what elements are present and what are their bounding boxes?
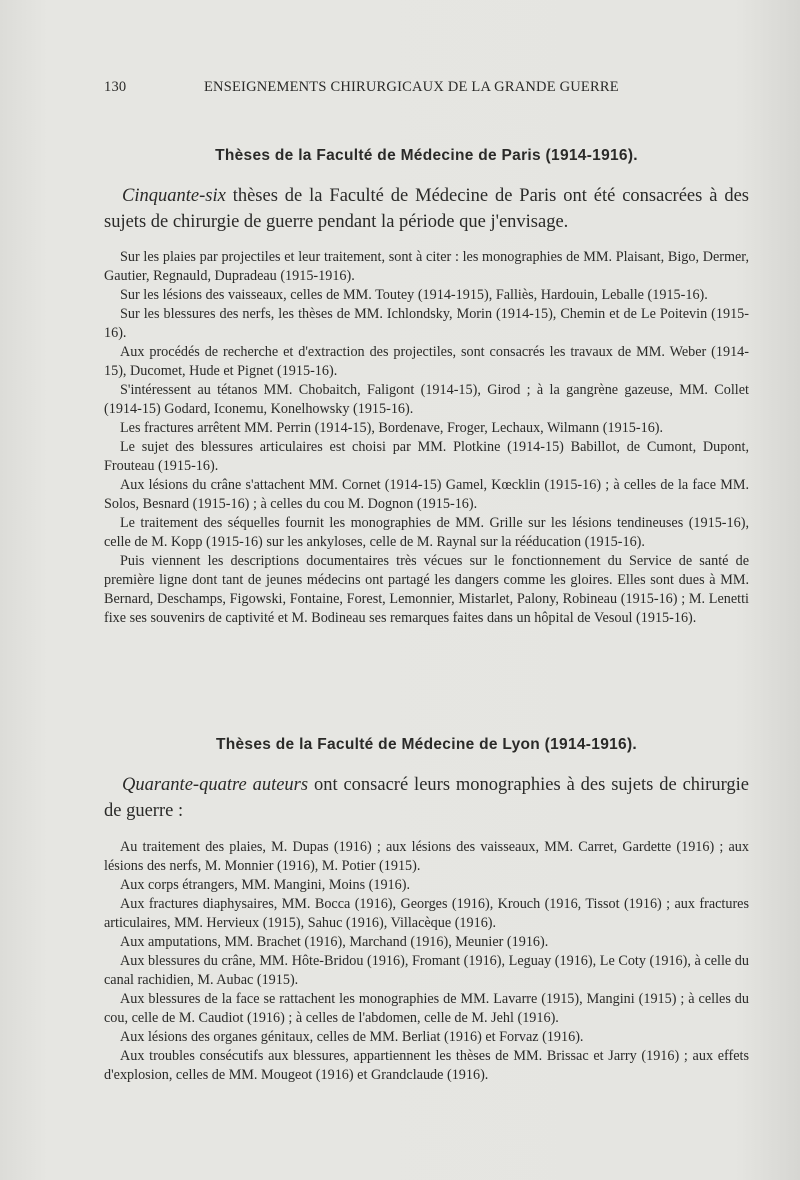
section-title: Thèses de la Faculté de Médecine de Lyon (1914-1916). [215,736,638,753]
page-number: 130 [104,79,127,95]
running-header [104,79,749,99]
paragraph: Aux lésions des organes génitaux, celles de MM. Berliat (1916) et Forvaz (1916). [120,1029,584,1045]
lead-emphasis: Quarante-quatre auteurs [122,775,309,795]
paragraph: S'intéressent au tétanos MM. Chobaitch, Faligont (1914-15), Girod ; à la gangrène gazeuse, MM. Collet (1914-15) Godard, Iconemu, Konelhowsky (1915-16). [104,382,749,417]
paragraph: Le sujet des blessures articulaires est choisi par MM. Plotkine (1914-15) Babillot, de Cumont, Dupont, Frouteau (1915-16). [104,439,749,474]
paragraph: Aux blessures du crâne, MM. Hôte-Bridou (1916), Fromant (1916), Leguay (1916), Le Coty (1916), à celle du canal rachidien, M. Aubac (1915). [104,953,749,988]
running-title: ENSEIGNEMENTS CHIRURGICAUX DE LA GRANDE GUERRE [204,79,619,95]
paragraph: Au traitement des plaies, M. Dupas (1916) ; aux lésions des vaisseaux, MM. Carret, Gardette (1916) ; aux lésions des nerfs, M. Monnier (1916), M. Potier (1915). [104,839,749,874]
section-body [104,838,749,1085]
section-title: Thèses de la Faculté de Médecine de Paris (1914-1916). [215,147,638,164]
paragraph: Le traitement des séquelles fournit les monographies de MM. Grille sur les lésions tendineuses (1915-16), celle de M. Kopp (1915-16) sur les ankyloses, celle de M. Raynal sur la rééducation (1915-16). [104,515,749,550]
paragraph: Puis viennent les descriptions documentaires très vécues sur le fonctionnement du Service de santé de première ligne dont tant de jeunes médecins ont partagé les dangers comme les gloires. Elles sont dues à MM. Bernard, Deschamps, Figowski, Fontaine, Forest, Lemonnier, Mistarlet, Palony, Robineau (1915-16) ; M. Lenetti fixe ses souvenirs de captivité et M. Bodineau ses remarques faites dans un hôpital de Vesoul (1915-16). [104,553,749,626]
paragraph: Aux fractures diaphysaires, MM. Bocca (1916), Georges (1916), Krouch (1916, Tissot (1916) ; aux fractures articulaires, MM. Hervieux (1915), Sahuc (1916), Villacèque (1916). [104,896,749,931]
lead-text: thèses de la Faculté de Médecine de Paris ont été consacrées à des sujets de chirurgie de guerre pendant la période que j'envisage. [104,186,749,232]
paragraph: Sur les lésions des vaisseaux, celles de MM. Toutey (1914-1915), Falliès, Hardouin, Leballe (1915-16). [120,287,708,303]
paragraph: Aux troubles consécutifs aux blessures, appartiennent les thèses de MM. Brissac et Jarry (1916) ; aux effets d'explosion, celles de MM. Mougeot (1916) et Grandclaude (1916). [104,1048,749,1083]
section-lyon [104,736,749,1085]
paragraph: Sur les plaies par projectiles et leur traitement, sont à citer : les monographies de MM. Plaisant, Bigo, Dermer, Gautier, Regnauld, Dupradeau (1915-1916). [104,249,749,284]
lead-emphasis: Cinquante-six [122,186,226,206]
paragraph: Aux lésions du crâne s'attachent MM. Cornet (1914-15) Gamel, Kœcklin (1915-16) ; à celles de la face MM. Solos, Besnard (1915-16) ; à celles du cou M. Dognon (1915-16). [104,477,749,512]
paragraph: Aux corps étrangers, MM. Mangini, Moins (1916). [120,877,411,893]
lead-text: ont consacré leurs monographies à des sujets de chirurgie de guerre : [104,775,750,821]
section-paris [104,147,749,628]
section-body [104,248,749,628]
section-lead [104,772,749,824]
paragraph: Aux procédés de recherche et d'extraction des projectiles, sont consacrés les travaux de MM. Weber (1914-15), Ducomet, Hude et Pignet (1915-16). [104,344,749,379]
section-lead [104,183,749,235]
paragraph: Les fractures arrêtent MM. Perrin (1914-15), Bordenave, Froger, Lechaux, Wilmann (1915-16). [120,420,664,436]
paragraph: Aux amputations, MM. Brachet (1916), Marchand (1916), Meunier (1916). [120,934,549,950]
paragraph: Sur les blessures des nerfs, les thèses de MM. Ichlondsky, Morin (1914-15), Chemin et de Le Poitevin (1915-16). [104,306,749,341]
paragraph: Aux blessures de la face se rattachent les monographies de MM. Lavarre (1915), Mangini (1915) ; à celles du cou, celle de M. Caudiot (1916) ; à celles de l'abdomen, celle de M. Jehl (1916). [104,991,749,1026]
